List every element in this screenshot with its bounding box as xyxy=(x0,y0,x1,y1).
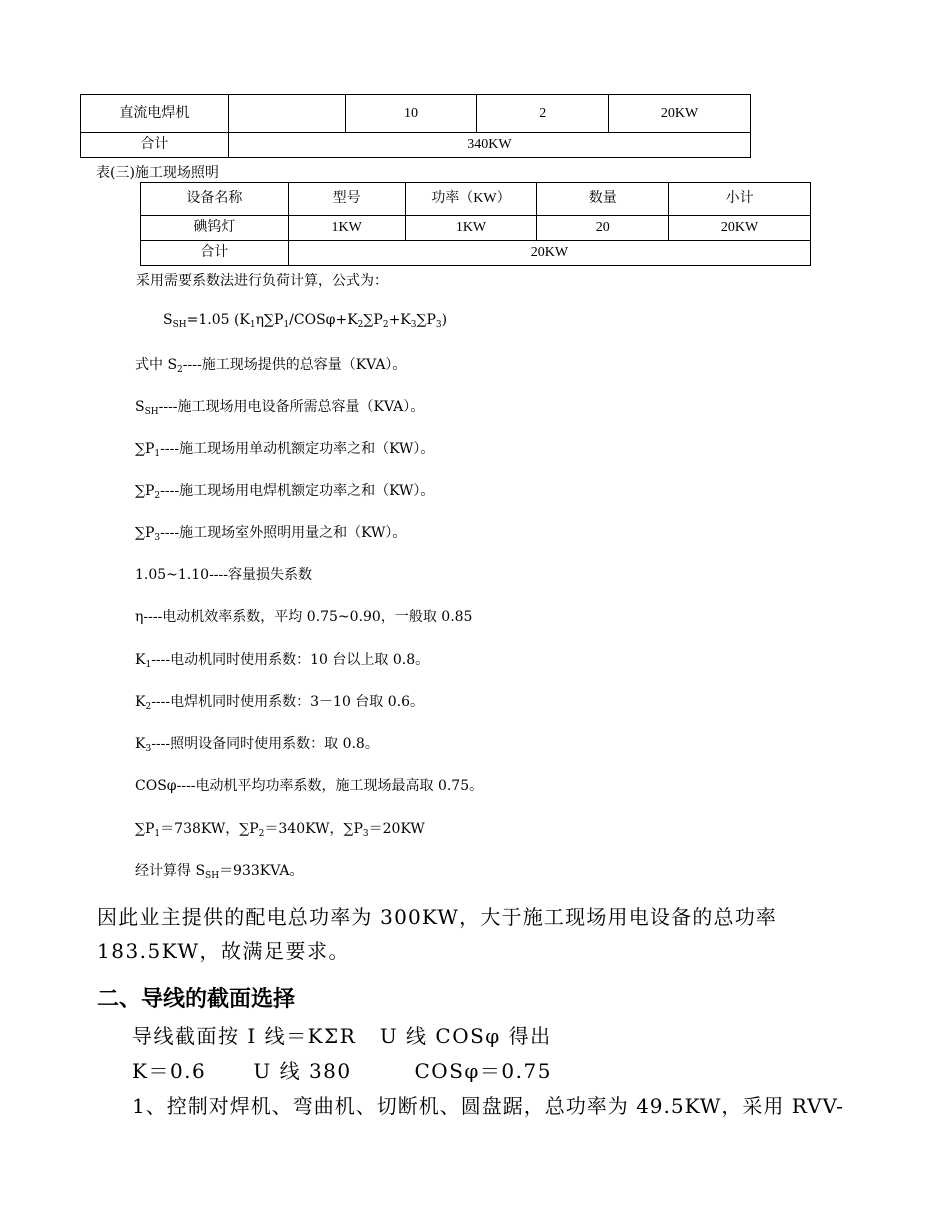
total-value: 20KW xyxy=(288,241,810,266)
table-row xyxy=(141,216,811,241)
load-formula: $S_{SH}=1.05$ $(K_1\eta\sum P_1/COS\varphi+K_2\sum P_2+K_3\sum P_3)$ xyxy=(163,312,448,330)
header-cell: 设备名称 xyxy=(141,183,289,216)
definition-k1: $K_1----$电动机同时使用系数：10 台以上取 0.8。 xyxy=(135,652,430,670)
conclusion-line-1: 因此业主提供的配电总功率为 300KW，大于施工现场用电设备的总功率 xyxy=(97,905,778,929)
table-cell: 1KW xyxy=(405,216,537,241)
table-cell: 20KW xyxy=(609,95,751,133)
definition-loss: 1.05~1.10----容量损失系数 xyxy=(135,567,312,583)
total-label: 合计 xyxy=(81,133,229,158)
lighting-table xyxy=(140,182,811,266)
table-cell: 直流电焊机 xyxy=(81,95,229,133)
table-cell: 20 xyxy=(537,216,669,241)
header-cell: 数量 xyxy=(537,183,669,216)
section-line-2: K＝0.6 U 线 380 COSφ＝0.75 xyxy=(132,1059,552,1083)
definition-eta: η----电动机效率系数，平均 0.75~0.90，一般取 0.85 xyxy=(135,609,473,625)
definition-p1: $\sum P_1----$施工现场用单动机额定功率之和（KW）。 xyxy=(135,441,435,459)
definition-k3: $K_3----$照明设备同时使用系数：取 0.8。 xyxy=(135,736,379,754)
welder-table xyxy=(80,94,751,158)
definition-ssh: $S_{SH}----$施工现场用电设备所需总容量（KVA）。 xyxy=(135,399,425,417)
table-cell: 2 xyxy=(477,95,609,133)
header-cell: 功率（KW） xyxy=(405,183,537,216)
table-total-row xyxy=(141,241,811,266)
definition-k2: $K_2----$电焊机同时使用系数：3－10 台取 0.6。 xyxy=(135,694,425,712)
table-cell: 1KW xyxy=(288,216,405,241)
calculation-result: 经计算得 $S_{SH}=933KVA$。 xyxy=(135,863,304,881)
intro-text: 采用需要系数法进行负荷计算，公式为： xyxy=(136,273,388,289)
section-line-1: 导线截面按 I 线＝KΣR U 线 COSφ 得出 xyxy=(132,1024,552,1048)
definition-p2: $\sum P_2----$施工现场用电焊机额定功率之和（KW）。 xyxy=(135,483,435,501)
definition-p3: $\sum P_3----$施工现场室外照明用量之和（KW）。 xyxy=(135,525,407,543)
definition-cos: COSφ----电动机平均功率系数，施工现场最高取 0.75。 xyxy=(135,778,484,794)
table-cell: 碘钨灯 xyxy=(141,216,289,241)
power-sums: $\sum P_1=738KW$，$\sum P_2=340KW$，$\sum P_3=20KW$ xyxy=(135,821,425,839)
conclusion-line-2: 183.5KW，故满足要求。 xyxy=(97,939,351,963)
total-value: 340KW xyxy=(228,133,750,158)
table-row xyxy=(81,95,751,133)
table-total-row xyxy=(81,133,751,158)
section-heading: 二、导线的截面选择 xyxy=(97,987,296,1012)
header-cell: 小计 xyxy=(669,183,811,216)
table-cell: 10 xyxy=(345,95,477,133)
header-cell: 型号 xyxy=(288,183,405,216)
table-cell xyxy=(228,95,345,133)
table-header-row xyxy=(141,183,811,216)
total-label: 合计 xyxy=(141,241,289,266)
table3-caption: 表(三)施工现场照明 xyxy=(96,165,219,181)
table-cell: 20KW xyxy=(669,216,811,241)
section-line-3: 1、控制对焊机、弯曲机、切断机、圆盘踞，总功率为 49.5KW，采用 RVV- xyxy=(132,1094,844,1118)
definition-s2: 式中 $S_2----$施工现场提供的总容量（KVA）。 xyxy=(135,357,407,375)
